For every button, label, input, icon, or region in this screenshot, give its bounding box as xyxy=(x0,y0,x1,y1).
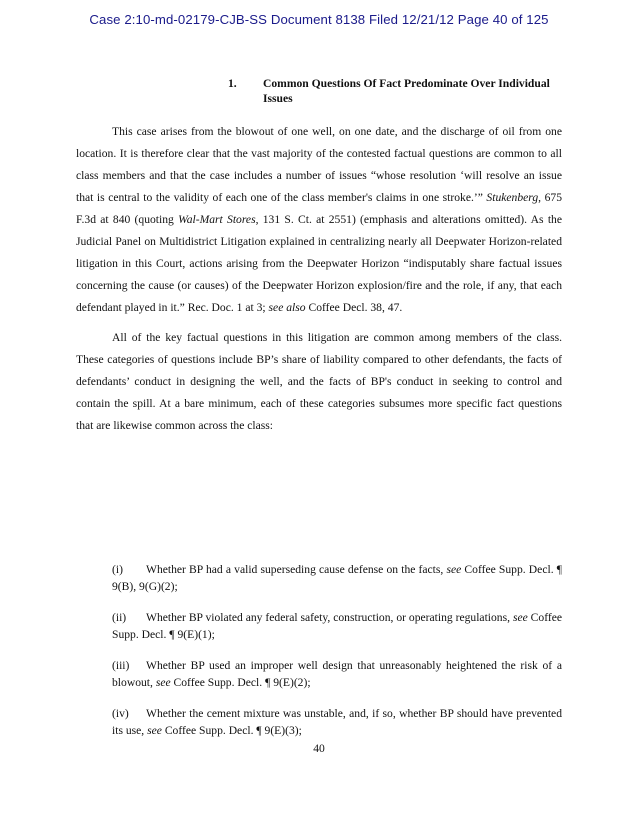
section-title: Common Questions Of Fact Predominate Over Individual Issues xyxy=(263,77,550,105)
section-number: 1. xyxy=(228,77,237,90)
fact-question-list xyxy=(112,562,562,754)
citation-signal: see xyxy=(446,563,462,576)
case-citation: Stukenberg xyxy=(486,191,539,204)
list-item: (ii) Whether BP violated any federal safety, construction, or operating regulations, see Coffee Supp. Decl. ¶ 9(E)(1); xyxy=(112,611,562,641)
list-item: (iii) Whether BP used an improper well design that unreasonably heightened the risk of a blowout, see Coffee Supp. Decl. ¶ 9(E)(2); xyxy=(112,659,562,689)
citation-signal: see xyxy=(155,675,171,689)
list-item: (iv) Whether the cement mixture was unstable, and, if so, whether BP should have prevented its use, see Coffee Supp. Decl. ¶ 9(E)(3); xyxy=(112,707,562,737)
paragraph-1: This case arises from the blowout of one well, on one date, and the discharge of oil from one location. It is therefore clear that the vast majority of the contested factual questions are common to all class members and that the case includes a number of issues “whose resolution ‘will resolve an issue that is central to the validity of each one of the class member's claims in one stroke.’” Stukenberg, 675 F.3d at 840 (quoting Wal-Mart Stores, 131 S. Ct. at 2551) (emphasis and alterations omitted). As the Judicial Panel on Multidistrict Litigation explained in centralizing nearly all Deepwater Horizon-related litigation in this Court, actions arising from the Deepwater Horizon “indisputably share factual issues concerning the cause (or causes) of the Deepwater Horizon explosion/fire and the role, if any, that each defendant played in it.” Rec. Doc. 1 at 3; see also Coffee Decl. 38, 47. xyxy=(76,125,562,314)
item-label: (iv) xyxy=(112,707,129,720)
case-header: Case 2:10-md-02179-CJB-SS Document 8138 Filed 12/21/12 Page 40 of 125 xyxy=(89,12,549,27)
item-label: (i) xyxy=(112,563,123,576)
body-text xyxy=(76,121,562,437)
paragraph-2: All of the key factual questions in this litigation are common among members of the class. These categories of questions include BP’s share of liability compared to other defendants, the facts of defendants’ conduct in designing the well, and the facts of BP's conduct in seeking to control and contain the spill. At a bare minimum, each of these categories subsumes more specific fact questions that are likewise common across the class: xyxy=(76,331,562,432)
item-label: (ii) xyxy=(112,611,127,624)
case-citation: Wal-Mart Stores xyxy=(178,213,256,226)
item-label: (iii) xyxy=(112,659,130,672)
list-item: (i) Whether BP had a valid superseding cause defense on the facts, see Coffee Supp. Decl. ¶ 9(B), 9(G)(2); xyxy=(112,563,562,593)
citation-signal: see xyxy=(147,723,162,737)
page-number: 40 xyxy=(313,742,325,755)
citation-signal: see xyxy=(512,611,528,624)
citation-signal: see also xyxy=(268,301,306,314)
